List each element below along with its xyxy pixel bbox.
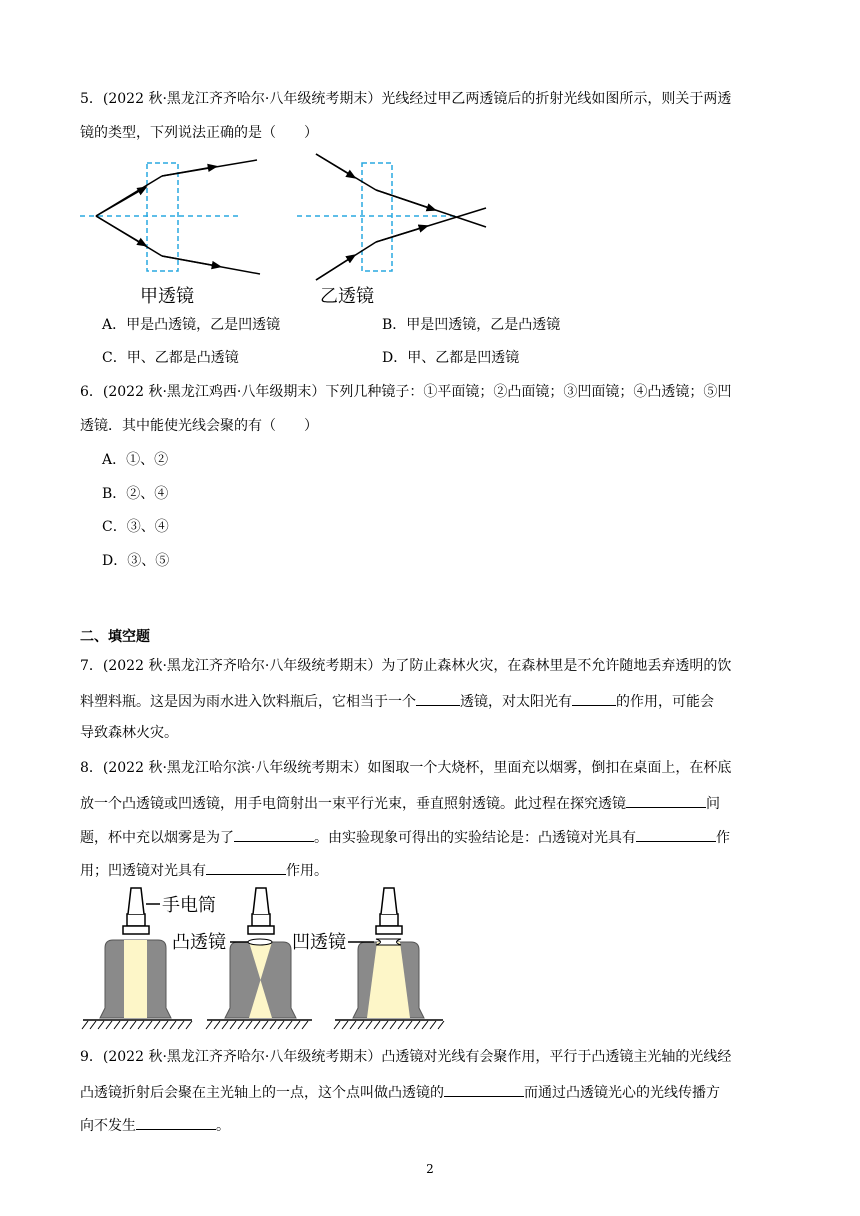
- q7-text-part: 透镜，对太阳光有: [460, 694, 572, 710]
- q8-text-part: 问: [706, 796, 720, 812]
- q9-stem-line1: 9．(2022 秋·黑龙江齐齐哈尔·八年级统考期末）凸透镜对光线有会聚作用，平行于凸透镜主光轴的光线经: [80, 1049, 732, 1065]
- q6-option-d[interactable]: D．③、⑤: [102, 553, 170, 569]
- q7-answer-blank-2[interactable]: [572, 690, 616, 706]
- q9-answer-blank-2[interactable]: [136, 1114, 216, 1130]
- q6-stem-line1: 6．(2022 秋·黑龙江鸡西·八年级期末）下列几种镜子：①平面镜；②凸面镜；③凹面镜；④凸透镜；⑤凹: [80, 384, 732, 400]
- q5-option-b[interactable]: B．甲是凹透镜，乙是凸透镜: [382, 317, 561, 333]
- q8-text-part: 用；凹透镜对光具有: [80, 863, 206, 879]
- q8-text-part: 题，杯中充以烟雾是为了: [80, 830, 234, 846]
- q7-stem-line2: [80, 690, 714, 712]
- q8-answer-blank-4[interactable]: [206, 859, 286, 875]
- q8-answer-blank-3[interactable]: [636, 826, 716, 842]
- q7-stem-line3: 导致森林火灾。: [80, 725, 178, 741]
- q5-option-d[interactable]: D．甲、乙都是凹透镜: [382, 350, 520, 366]
- q9-text-part: 而通过凸透镜光心的光线传播方: [524, 1085, 720, 1101]
- q5-lens-figure: [80, 152, 500, 308]
- q7-answer-blank-1[interactable]: [416, 690, 460, 706]
- q9-answer-blank-1[interactable]: [444, 1081, 524, 1097]
- q9-stem-line3: [80, 1114, 230, 1136]
- section-title-fill-in: 二、填空题: [80, 629, 150, 645]
- q8-label-convex: 凸透镜: [172, 932, 226, 953]
- q8-stem-line2: [80, 792, 720, 814]
- q7-text-part: 料塑料瓶。这是因为雨水进入饮料瓶后，它相当于一个: [80, 694, 416, 710]
- q5-stem-line2: 镜的类型，下列说法正确的是（ ）: [80, 125, 318, 141]
- beaker-3-concave: [292, 888, 424, 1018]
- q5-stem-line1: 5．(2022 秋·黑龙江齐齐哈尔·八年级统考期末）光线经过甲乙两透镜后的折射光线如图所示，则关于两透: [80, 91, 732, 107]
- q6-option-b[interactable]: B．②、④: [102, 486, 169, 502]
- q9-text-part: 凸透镜折射后会聚在主光轴上的一点，这个点叫做凸透镜的: [80, 1085, 444, 1101]
- q9-stem-line2: [80, 1081, 720, 1103]
- q7-text-part: 的作用，可能会: [616, 694, 714, 710]
- q6-option-a[interactable]: A．①、②: [102, 452, 169, 468]
- beaker-1: [100, 888, 216, 1018]
- page-number: 2: [426, 1162, 434, 1176]
- q8-stem-line1: 8．(2022 秋·黑龙江哈尔滨·八年级统考期末）如图取一个大烧杯，里面充以烟雾，倒扣在桌面上，在杯底: [80, 760, 732, 776]
- q9-text-part: 向不发生: [80, 1118, 136, 1134]
- q6-option-c[interactable]: C．③、④: [102, 519, 169, 535]
- q8-answer-blank-2[interactable]: [234, 826, 314, 842]
- q5-label-jia: 甲透镜: [140, 286, 194, 307]
- q9-text-part: 。: [216, 1118, 230, 1134]
- q8-text-part: 。由实验现象可得出的实验结论是：凸透镜对光具有: [314, 830, 636, 846]
- q5-label-yi: 乙透镜: [320, 286, 374, 307]
- q5-option-a[interactable]: A．甲是凸透镜，乙是凹透镜: [102, 317, 281, 333]
- q8-label-concave: 凹透镜: [292, 932, 346, 953]
- q8-stem-line4: [80, 859, 328, 881]
- q8-beaker-figure: [80, 884, 450, 1032]
- q8-text-part: 放一个凸透镜或凹透镜，用手电筒射出一束平行光束，垂直照射透镜。此过程在探究透镜: [80, 796, 626, 812]
- q5-option-c[interactable]: C．甲、乙都是凸透镜: [102, 350, 239, 366]
- q8-label-flashlight: 手电筒: [162, 895, 216, 916]
- q8-stem-line3: [80, 826, 730, 848]
- q8-text-part: 作用。: [286, 863, 328, 879]
- q8-answer-blank-1[interactable]: [626, 792, 706, 808]
- q7-stem-line1: 7．(2022 秋·黑龙江齐齐哈尔·八年级统考期末）为了防止森林火灾，在森林里是不允许随地丢弃透明的饮: [80, 658, 732, 674]
- q8-text-part: 作: [716, 830, 730, 846]
- q6-stem-line2: 透镜．其中能使光线会聚的有（ ）: [80, 418, 318, 434]
